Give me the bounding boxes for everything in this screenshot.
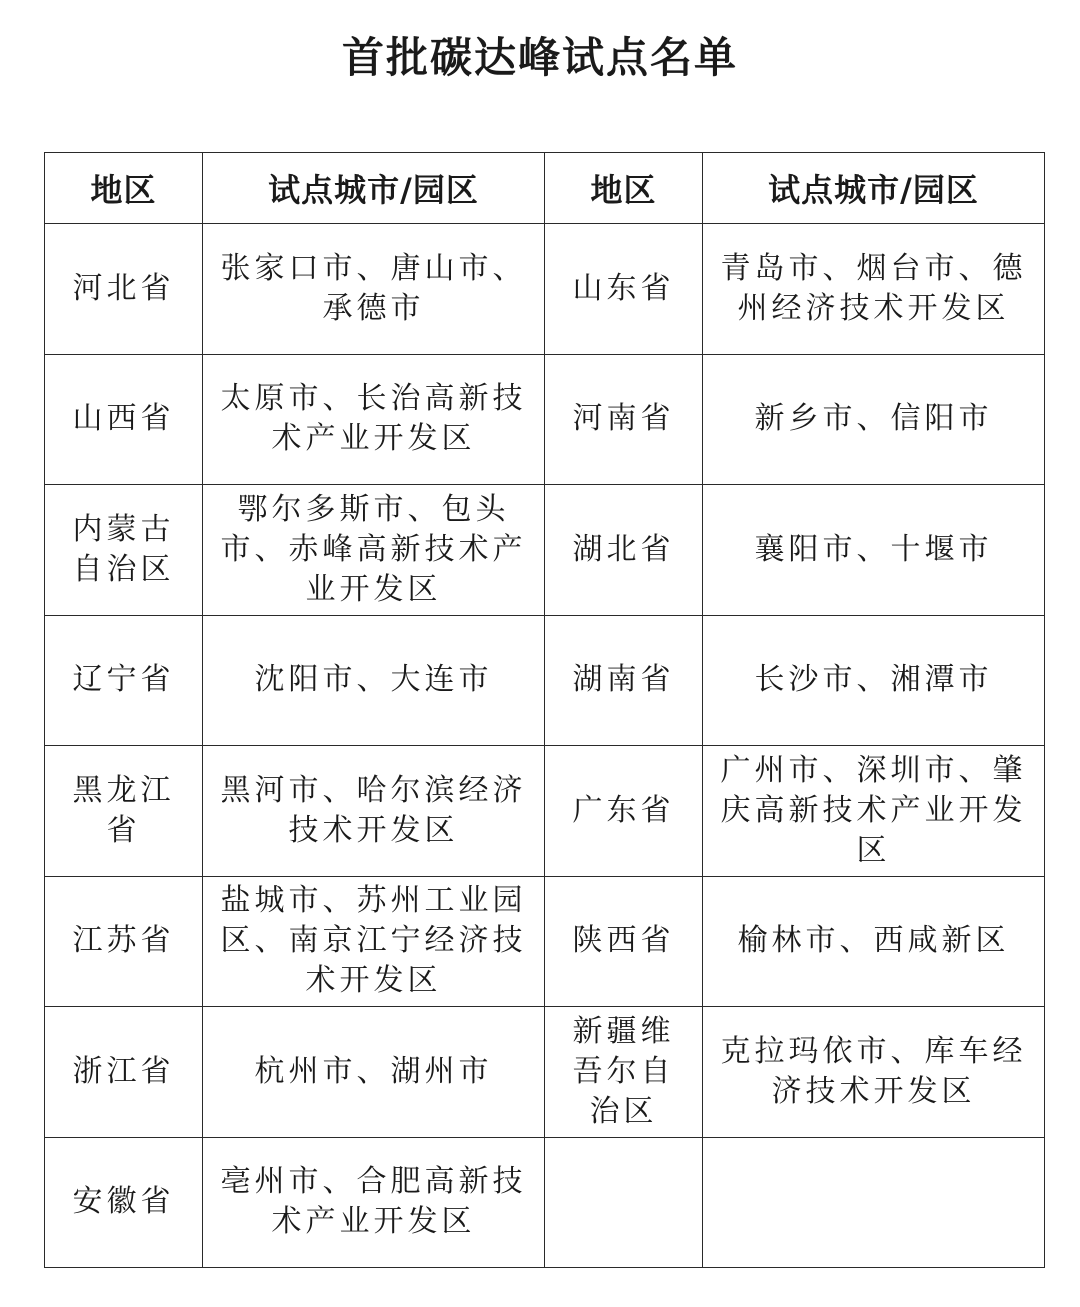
cities-cell: 榆林市、西咸新区 <box>703 876 1045 1007</box>
cities-cell: 张家口市、唐山市、承德市 <box>203 224 545 355</box>
cities-cell: 黑河市、哈尔滨经济技术开发区 <box>203 746 545 877</box>
table-row <box>45 354 1045 485</box>
table-row <box>45 1007 1045 1138</box>
table-row <box>45 876 1045 1007</box>
region-cell: 湖南省 <box>545 615 703 746</box>
cities-cell: 新乡市、信阳市 <box>703 354 1045 485</box>
region-cell: 河南省 <box>545 354 703 485</box>
cities-cell: 太原市、长治高新技术产业开发区 <box>203 354 545 485</box>
table-row <box>45 485 1045 616</box>
cities-cell: 杭州市、湖州市 <box>203 1007 545 1138</box>
cities-cell <box>703 1137 1045 1268</box>
cities-cell: 青岛市、烟台市、德州经济技术开发区 <box>703 224 1045 355</box>
cities-cell: 襄阳市、十堰市 <box>703 485 1045 616</box>
region-cell <box>545 1137 703 1268</box>
header-region-right: 地区 <box>545 153 703 224</box>
region-cell: 广东省 <box>545 746 703 877</box>
region-cell: 内蒙古自治区 <box>45 485 203 616</box>
region-cell: 浙江省 <box>45 1007 203 1138</box>
pilot-list-table <box>44 152 1045 1268</box>
header-region-left: 地区 <box>45 153 203 224</box>
table-row <box>45 1137 1045 1268</box>
header-cities-right: 试点城市/园区 <box>703 153 1045 224</box>
cities-cell: 亳州市、合肥高新技术产业开发区 <box>203 1137 545 1268</box>
table-header-row <box>45 153 1045 224</box>
region-cell: 山西省 <box>45 354 203 485</box>
cities-cell: 长沙市、湘潭市 <box>703 615 1045 746</box>
cities-cell: 沈阳市、大连市 <box>203 615 545 746</box>
table-row <box>45 615 1045 746</box>
cities-cell: 盐城市、苏州工业园区、南京江宁经济技术开发区 <box>203 876 545 1007</box>
region-cell: 辽宁省 <box>45 615 203 746</box>
region-cell: 新疆维吾尔自治区 <box>545 1007 703 1138</box>
document-title: 首批碳达峰试点名单 <box>341 33 738 82</box>
cities-cell: 克拉玛依市、库车经济技术开发区 <box>703 1007 1045 1138</box>
header-cities-left: 试点城市/园区 <box>203 153 545 224</box>
region-cell: 黑龙江省 <box>45 746 203 877</box>
region-cell: 陕西省 <box>545 876 703 1007</box>
region-cell: 江苏省 <box>45 876 203 1007</box>
region-cell: 安徽省 <box>45 1137 203 1268</box>
cities-cell: 广州市、深圳市、肇庆高新技术产业开发区 <box>703 746 1045 877</box>
region-cell: 山东省 <box>545 224 703 355</box>
table-row <box>45 746 1045 877</box>
region-cell: 湖北省 <box>545 485 703 616</box>
table-row <box>45 224 1045 355</box>
region-cell: 河北省 <box>45 224 203 355</box>
cities-cell: 鄂尔多斯市、包头市、赤峰高新技术产业开发区 <box>203 485 545 616</box>
